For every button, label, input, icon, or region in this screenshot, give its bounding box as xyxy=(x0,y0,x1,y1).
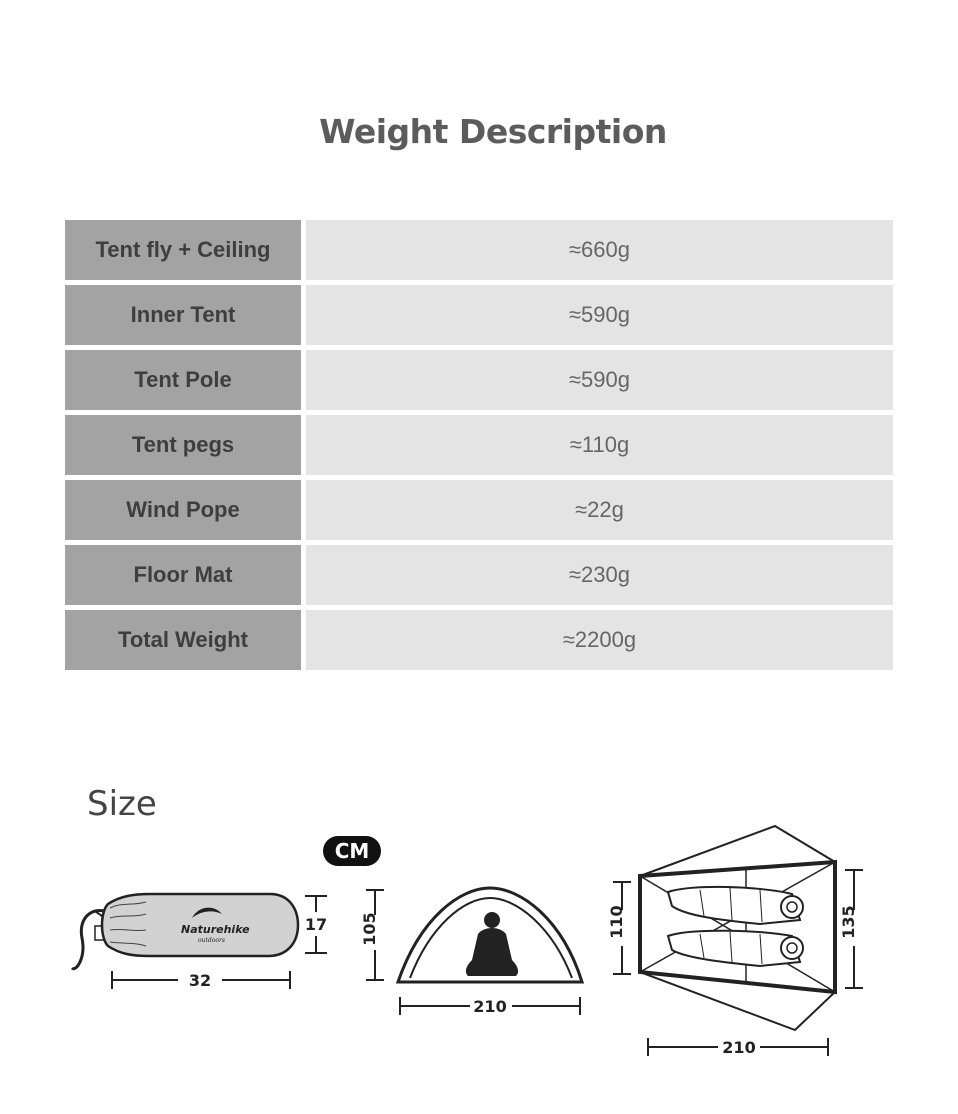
row-item: Total Weight xyxy=(65,610,301,670)
row-weight: ≈22g xyxy=(306,480,893,540)
unit-badge: CM xyxy=(323,836,381,866)
packed-bag-diagram xyxy=(72,894,327,990)
row-weight: ≈2200g xyxy=(306,610,893,670)
row-item: Tent fly + Ceiling xyxy=(65,220,301,280)
top-outer-width: 135 xyxy=(839,905,858,939)
row-item: Inner Tent xyxy=(65,285,301,345)
top-inner-width: 110 xyxy=(607,905,626,939)
page-title: Weight Description xyxy=(319,112,667,151)
row-weight: ≈590g xyxy=(306,350,893,410)
row-item: Tent Pole xyxy=(65,350,301,410)
top-length: 210 xyxy=(722,1038,756,1057)
bag-brand: Naturehike xyxy=(181,923,250,936)
front-width: 210 xyxy=(473,997,507,1016)
size-title: Size xyxy=(87,784,157,824)
row-weight: ≈110g xyxy=(306,415,893,475)
row-item: Wind Pope xyxy=(65,480,301,540)
row-item: Tent pegs xyxy=(65,415,301,475)
row-item: Floor Mat xyxy=(65,545,301,605)
row-weight: ≈590g xyxy=(306,285,893,345)
row-weight: ≈230g xyxy=(306,545,893,605)
bag-brand-sub: outdoors xyxy=(198,937,225,944)
tent-top-diagram xyxy=(607,826,863,1057)
front-height: 105 xyxy=(360,912,379,946)
row-weight: ≈660g xyxy=(306,220,893,280)
bag-length: 32 xyxy=(188,971,212,990)
bag-diameter: 17 xyxy=(304,915,328,934)
tent-front-diagram xyxy=(360,888,582,1016)
